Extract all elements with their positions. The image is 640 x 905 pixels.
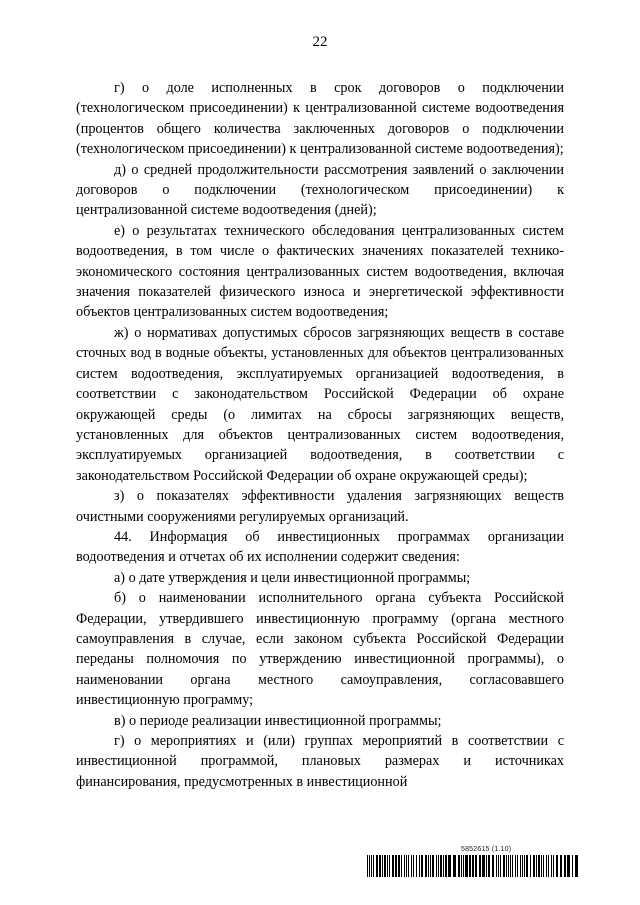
paragraph-d-application-duration: д) о средней продолжительности рассмотрения заявлений о заключении договоров о подключении (технологическом присоединении) к централизованной системе водоотведения (дней); bbox=[76, 161, 564, 219]
document-code: 5852615 (1.10) bbox=[461, 846, 512, 853]
document-body bbox=[76, 78, 564, 792]
paragraph-g-measures-financing: г) о мероприятиях и (или) группах мероприятий в соответствии с инвестиционной программой, плановых размерах и источниках финансирования, предусмотренных в инвестиционной bbox=[76, 733, 564, 790]
paragraph-g-connection-contracts: г) о доле исполненных в срок договоров о подключении (технологическом присоединении) к централизованной системе водоотведения (процентов общего количества заключенных договоров о подключении (технологическом присоединении) к централизованной системе водоотведения); bbox=[76, 80, 564, 158]
paragraph-44-investment-programs: 44. Информация об инвестиционных программах организации водоотведения и отчетах об их исполнении содержит сведения: bbox=[76, 528, 564, 566]
paragraph-a-approval-date: а) о дате утверждения и цели инвестиционной программы; bbox=[114, 569, 471, 586]
paragraph-b-approving-authority: б) о наименовании исполнительного органа субъекта Российской Федерации, утвердившего инвестиционную программу (органа местного самоуправления в случае, если законом субъекта Российской Федерации переданы полномочия по утверждению инвестиционной программы), о наименовании органа местного самоуправления, согласовавшего инвестиционную программу; bbox=[76, 590, 564, 709]
paragraph-z-treatment-efficiency: з) о показателях эффективности удаления загрязняющих веществ очистными сооружениями регулируемых организаций. bbox=[76, 488, 564, 525]
page-number: 22 bbox=[312, 34, 328, 50]
barcode-icon bbox=[367, 855, 579, 877]
paragraph-v-implementation-period: в) о периоде реализации инвестиционной программы; bbox=[114, 712, 442, 729]
paragraph-zh-discharge-norms: ж) о нормативах допустимых сбросов загрязняющих веществ в составе сточных вод в водные объекты, установленных для объектов централизованных систем водоотведения, эксплуатируемых организацией водоотведения, в соответствии с законодательством Российской Федерации об охране окружающей среды (о лимитах на сбросы загрязняющих веществ, установленных для объектов централизованных систем водоотведения, эксплуатируемых организацией водоотведения, в соответствии с законодательством Российской Федерации об охране окружающей среды); bbox=[76, 324, 564, 484]
paragraph-e-technical-inspection: е) о результатах технического обследования централизованных систем водоотведения, в том числе о фактических значениях показателей технико-экономического состояния централизованных систем водоотведения, включая значения показателей физического износа и энергетической эффективности объектов централизованных систем водоотведения; bbox=[76, 222, 564, 321]
